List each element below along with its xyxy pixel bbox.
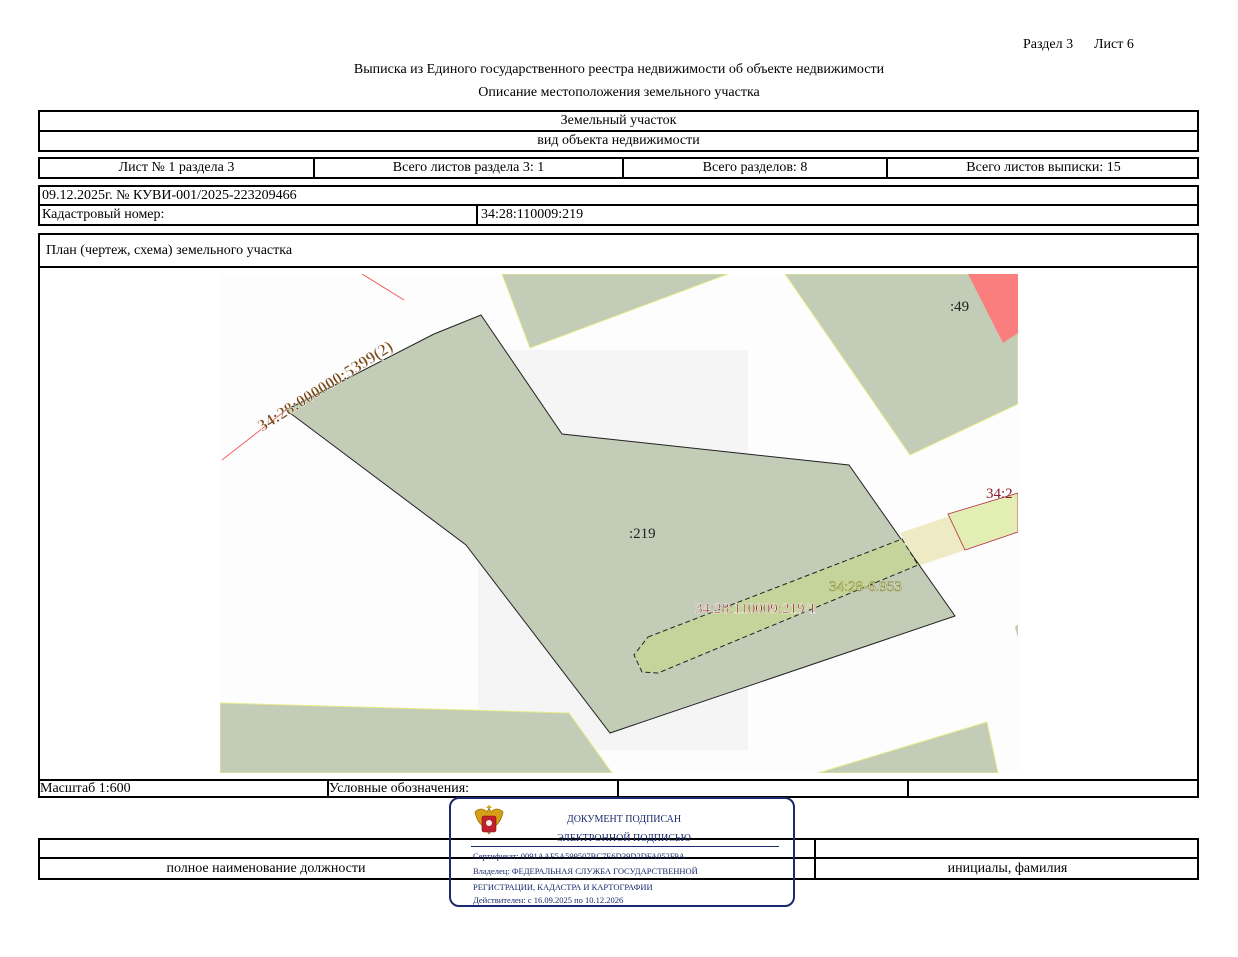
stamp-owner-line-2: РЕГИСТРАЦИИ, КАДАСТРА И КАРТОГРАФИИ <box>473 882 653 892</box>
stamp-valid: Действителен: с 16.09.2025 по 10.12.2026 <box>473 895 624 905</box>
section-label: Раздел 3 <box>1023 37 1074 52</box>
object-kind-caption: вид объекта недвижимости <box>537 133 700 148</box>
parcel-plan-map <box>220 274 1018 773</box>
cadastral-number: 34:28:110009:219 <box>481 207 584 222</box>
section-sheets-count: Всего листов раздела 3: 1 <box>392 160 545 175</box>
legend-label: Условные обозначения: <box>329 781 470 796</box>
neighbor-parcel <box>220 703 612 773</box>
sheet-label: Лист 6 <box>1094 37 1134 52</box>
stamp-divider <box>471 846 779 847</box>
divider <box>617 779 619 798</box>
position-caption: полное наименование должности <box>166 861 366 876</box>
part-label-219-1: 34:28:110009:219/1 <box>695 601 817 617</box>
document-title: Выписка из Единого государственного реестра недвижимости об объекте недвижимости <box>353 62 885 77</box>
sheet-number: Лист № 1 раздела 3 <box>118 160 235 175</box>
sections-count: Всего разделов: 8 <box>702 160 808 175</box>
parcel-label-219: :219 <box>629 526 656 542</box>
cadastral-label: Кадастровый номер: <box>42 207 165 222</box>
total-sheets-count: Всего листов выписки: 15 <box>966 160 1121 175</box>
boundary-label: 34:28:000000:5399(2) <box>254 336 397 436</box>
stamp-certificate: Сертификат: 0091AAF5A599507BC7E6D39D2DFA052F9A <box>473 851 685 861</box>
neighbor-label-49: :49 <box>950 299 970 315</box>
date-number: 09.12.2025г. № КУВИ-001/2025-223209466 <box>42 188 297 203</box>
stamp-owner-line-1: Владелец: ФЕДЕРАЛЬНАЯ СЛУЖБА ГОСУДАРСТВЕННОЙ <box>473 866 698 876</box>
electronic-signature-stamp <box>449 797 795 907</box>
document-subtitle: Описание местоположения земельного участка <box>478 85 760 100</box>
divider <box>476 204 478 226</box>
divider <box>38 130 1199 132</box>
name-caption: инициалы, фамилия <box>947 861 1068 876</box>
divider <box>907 779 909 798</box>
divider <box>38 204 1199 206</box>
stamp-line-1: ДОКУМЕНТ ПОДПИСАН <box>566 814 682 825</box>
stamp-line-2: ЭЛЕКТРОННОЙ ПОДПИСЬЮ <box>557 833 691 844</box>
edge-label: 34:2 <box>986 486 1013 502</box>
plan-title: План (чертеж, схема) земельного участка <box>46 243 293 258</box>
object-name: Земельный участок <box>560 113 677 128</box>
zone-label: 34:28-6.953 <box>829 579 902 595</box>
divider <box>38 266 1199 268</box>
scale-label: Масштаб 1:600 <box>40 781 131 796</box>
